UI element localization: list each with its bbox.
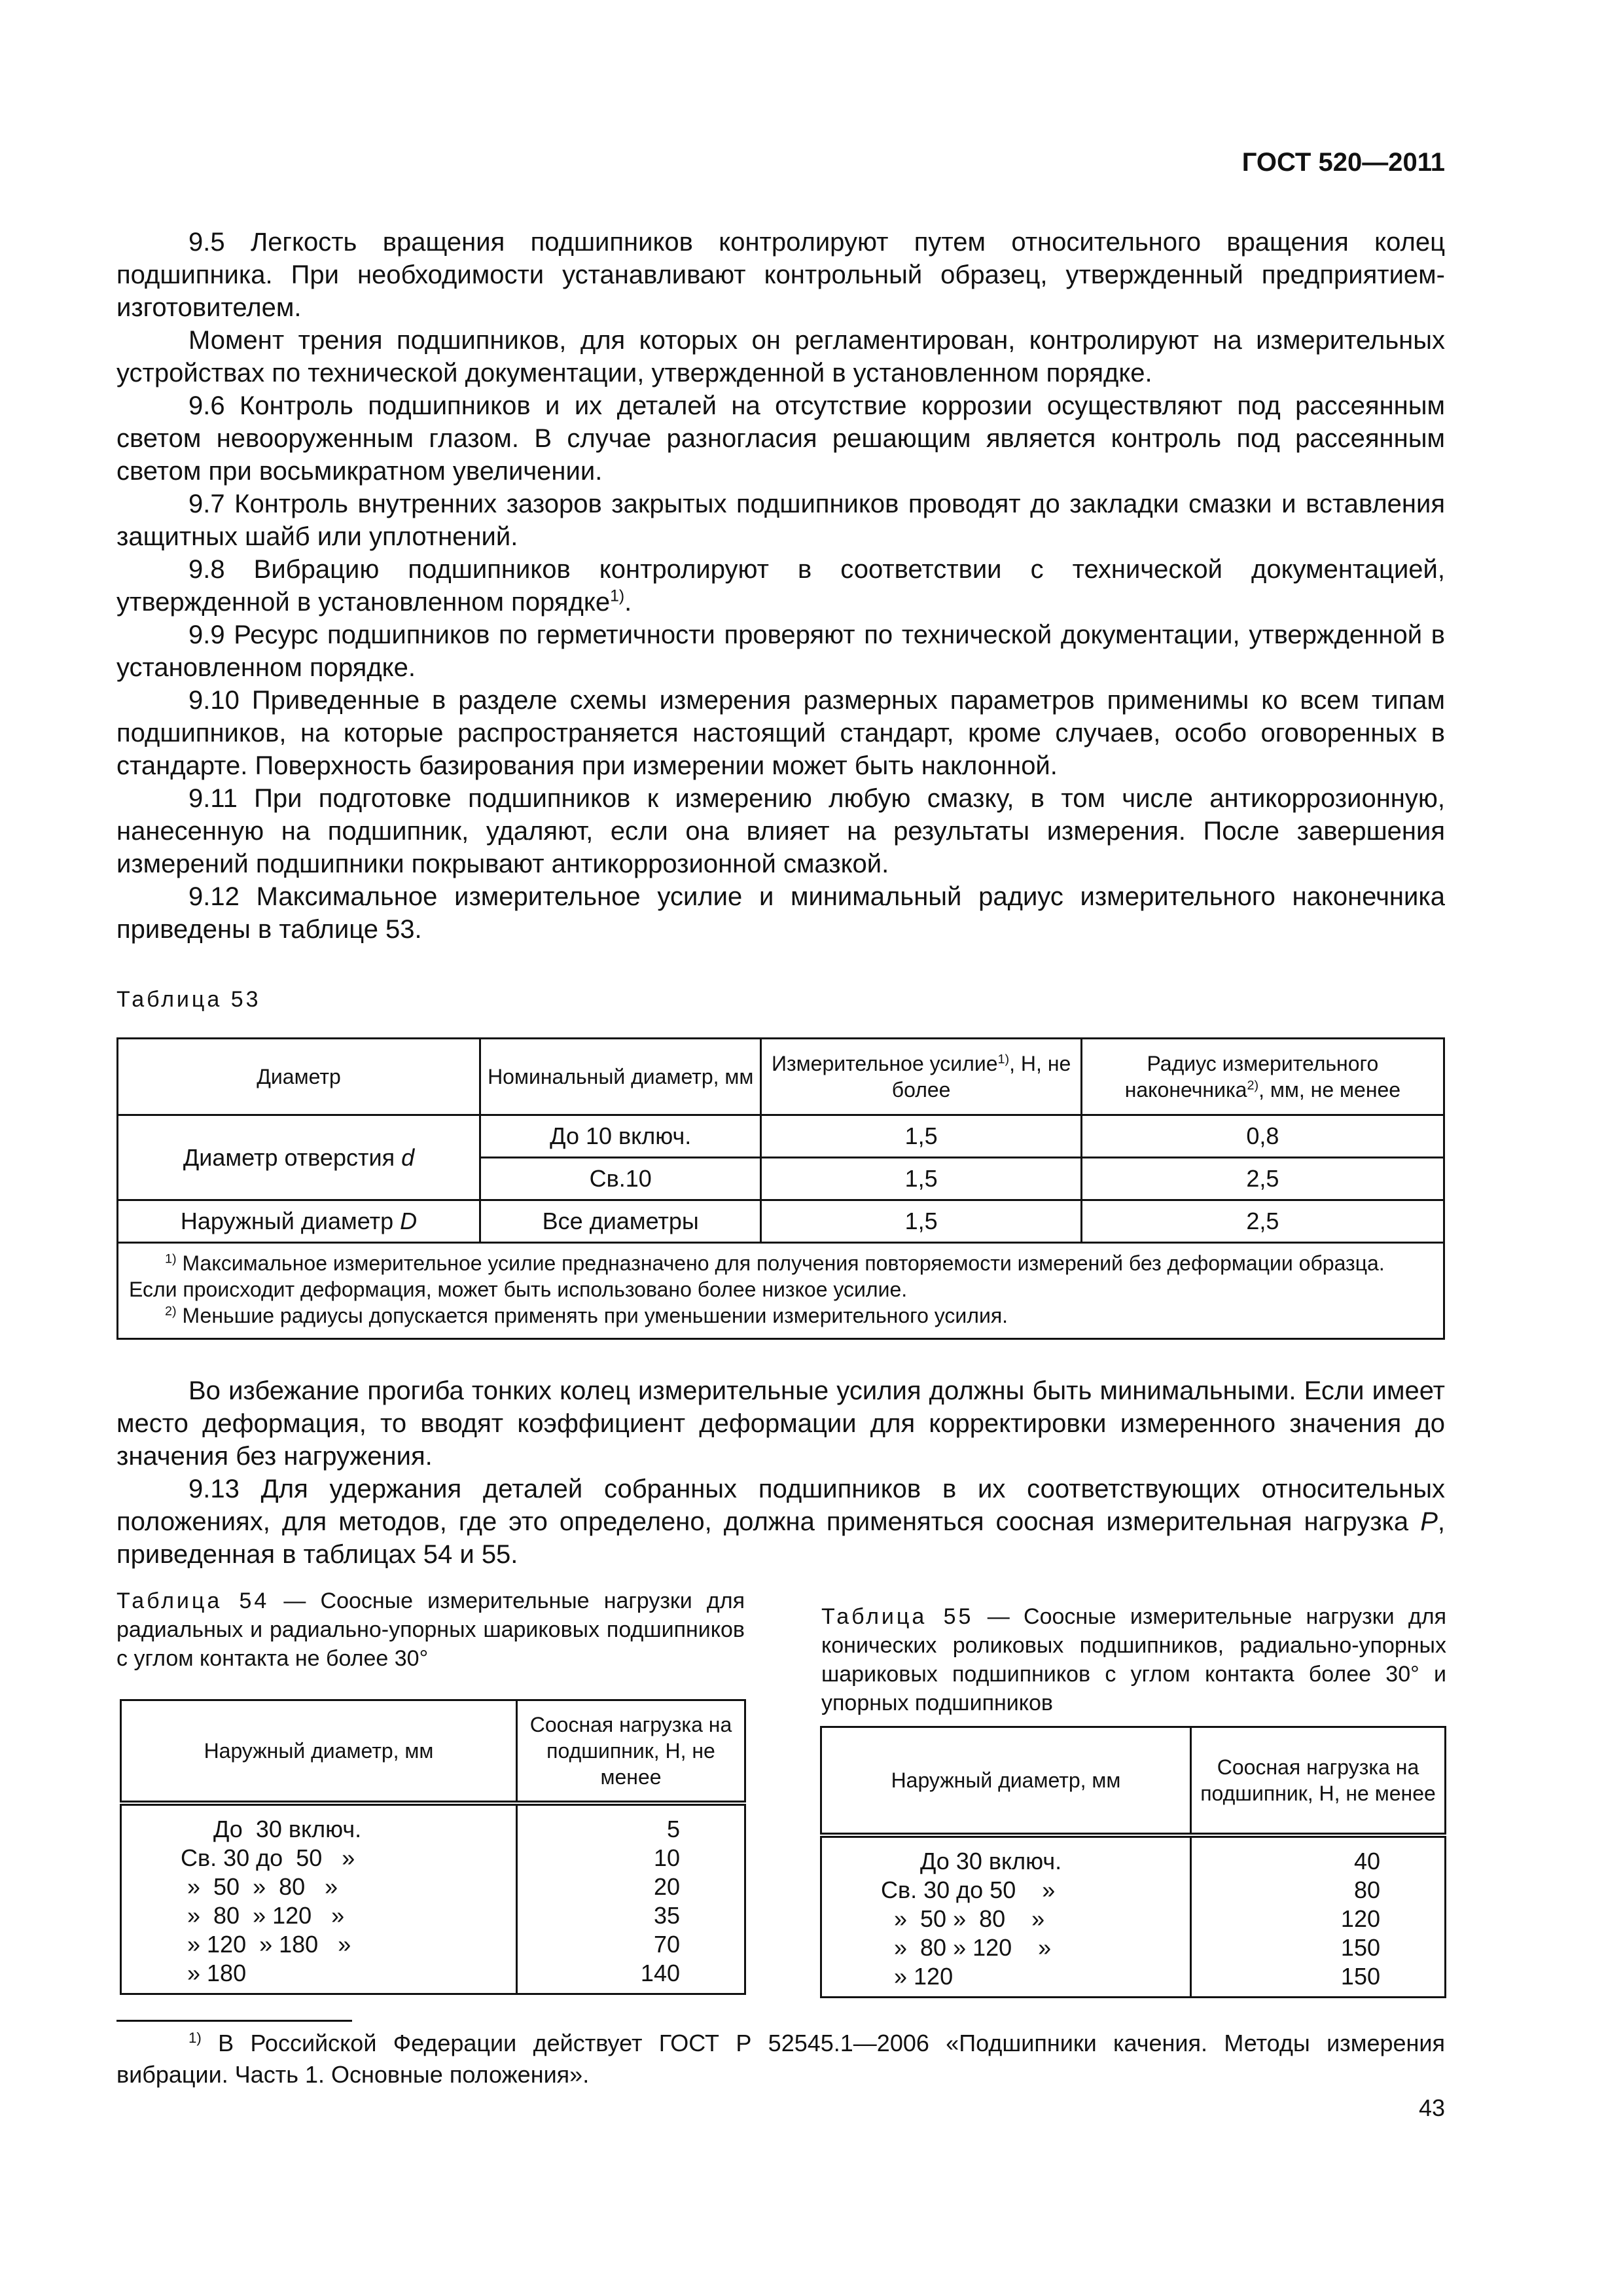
list-item: 150 [1340, 1934, 1380, 1961]
caption-text: — Соосные измерительные нагрузки для радиальных и радиально-упорных шариковых подшипников с углом контакта не более 30° [116, 1588, 745, 1671]
paragraph-9-10: 9.10 Приведенные в разделе схемы измерения размерных параметров применимы ко всем типам подшипников, на которые распространяется настоящий стандарт, кроме случаев, особо оговоренных в стандарте. Поверхность базирования при измерении может быть наклонной. [116, 686, 1445, 780]
table-note-2 [129, 1302, 1433, 1329]
footnote-text: В Российской Федерации действует ГОСТ Р 52545.1—2006 «Подшипники качения. Методы измерения вибрации. Часть 1. Основные положения». [116, 2030, 1445, 2088]
load-symbol: Р [1420, 1507, 1438, 1536]
note-text: Меньшие радиусы допускается применять при уменьшении измерительного усилия. [176, 1304, 1008, 1327]
diameter-column [121, 1803, 517, 1994]
nominal-cell: Св.10 [480, 1158, 761, 1200]
header-outer-diameter: Наружный диаметр, мм [121, 1700, 517, 1804]
caption-label: Таблица 55 [821, 1604, 974, 1629]
table-header-row [121, 1700, 745, 1804]
header-force [761, 1039, 1081, 1115]
radius-cell: 2,5 [1081, 1200, 1444, 1243]
header-radius [1081, 1039, 1444, 1115]
footnote-ref: 2) [1247, 1078, 1259, 1093]
footnote-ref: 1) [997, 1052, 1010, 1067]
paragraph-9-9: 9.9 Ресурс подшипников по герметичности проверяют по технической документации, утвержденной в установленном порядке. [116, 620, 1445, 682]
paragraph-9-11: 9.11 При подготовке подшипников к измерению любую смазку, в том числе антикоррозионную, нанесенную на подшипник, удаляют, если она влияет на результаты измерения. После завершения измерений подшипники покрывают антикоррозионной смазкой. [116, 784, 1445, 878]
force-cell: 1,5 [761, 1200, 1081, 1243]
list-item: » 80 » 120 » [181, 1902, 345, 1929]
list-item: » 120 » 180 » [181, 1931, 351, 1958]
header-force-tail: , Н, не более [891, 1052, 1071, 1102]
paragraph-9-6: 9.6 Контроль подшипников и их деталей на отсутствие коррозии осуществляют под рассеянным светом невооруженным глазом. В случае разногласия решающим является контроль под рассеянным светом при восьмикратном увеличении. [116, 391, 1445, 486]
page-footnote [116, 2028, 1445, 2090]
list-item: 70 [653, 1931, 680, 1958]
outer-label: Наружный диаметр [180, 1208, 401, 1234]
table-53 [116, 1037, 1445, 1340]
header-diameter: Диаметр [118, 1039, 480, 1115]
list-item: » 80 » 120 » [881, 1934, 1052, 1961]
footnote-divider [116, 2020, 352, 2022]
table-55 [820, 1726, 1446, 1998]
paragraph-9-13 [116, 1473, 1445, 1571]
list-item: Св. 30 до 50 » [181, 1844, 355, 1871]
paragraph-9-13-tail: , приведенная в таблицах 54 и 55. [116, 1507, 1445, 1569]
outer-diameter-cell [118, 1200, 480, 1243]
outer-symbol: D [400, 1208, 418, 1234]
diameter-list [822, 1847, 1190, 1991]
header-nominal: Номинальный диаметр, мм [480, 1039, 761, 1115]
paragraph-torque: Момент трения подшипников, для которых он регламентирован, контролируют на измерительных устройствах по технической документации, утвержденной в установленном порядке. [116, 326, 1445, 387]
table-note-1 [129, 1250, 1433, 1302]
table-54 [120, 1699, 746, 1995]
paragraph-deformation: Во избежание прогиба тонких колец измерительные усилия должны быть минимальными. Если имеет место деформация, то вводят коэффициент деформации для корректировки измеренного значения до значения без нагружения. [116, 1376, 1445, 1471]
list-item: Св. 30 до 50 » [881, 1876, 1056, 1903]
table-header-row [118, 1039, 1444, 1115]
footnote-ref: 1) [610, 587, 625, 605]
header-radius-text: Радиус измерительного наконечника [1124, 1052, 1379, 1102]
table-notes-row [118, 1243, 1444, 1339]
diameter-column [821, 1835, 1191, 1998]
paragraph-9-13-text: 9.13 Для удержания деталей собранных подшипников в их соответствующих относительных положениях, для методов, где это определено, должна применяться соосная измерительная нагрузка [116, 1475, 1445, 1536]
page-number: 43 [1418, 2094, 1445, 2121]
note-mark: 2) [165, 1304, 177, 1319]
diameter-list [122, 1815, 516, 1988]
bore-symbol: d [401, 1143, 415, 1171]
table-55-caption [821, 1602, 1446, 1717]
note-mark: 1) [165, 1251, 177, 1266]
table-row [118, 1115, 1444, 1158]
table-body-row [821, 1835, 1446, 1998]
force-cell: 1,5 [761, 1115, 1081, 1158]
list-item: 40 [1353, 1848, 1380, 1874]
load-list [518, 1815, 744, 1988]
list-item: » 120 [881, 1963, 954, 1990]
nominal-cell: Все диаметры [480, 1200, 761, 1243]
bore-label: Диаметр отверстия [183, 1143, 402, 1171]
radius-cell: 0,8 [1081, 1115, 1444, 1158]
list-item: 80 [1353, 1876, 1380, 1903]
load-column [517, 1803, 745, 1994]
main-text-continued [116, 1374, 1445, 1571]
load-column [1191, 1835, 1446, 1998]
paragraph-9-8: 9.8 Вибрацию подшипников контролируют в соответствии с технической документацией, утвержденной в установленном порядке$^{1)}$. [116, 555, 1445, 617]
main-text [116, 226, 1445, 946]
list-item: До 30 включ. [181, 1816, 362, 1842]
force-cell: 1,5 [761, 1158, 1081, 1200]
footnote-mark: 1) [188, 2030, 202, 2046]
load-list [1192, 1847, 1444, 1991]
list-item: 140 [640, 1960, 680, 1986]
table-row [118, 1200, 1444, 1243]
bore-diameter-cell [118, 1115, 480, 1200]
list-item: 5 [666, 1816, 680, 1842]
radius-cell: 2,5 [1081, 1158, 1444, 1200]
table-53-caption: Таблица 53 [116, 987, 261, 1012]
header-force-text: Измерительное усилие [771, 1052, 998, 1075]
nominal-cell: До 10 включ. [480, 1115, 761, 1158]
list-item: До 30 включ. [881, 1848, 1062, 1874]
paragraph-9-7: 9.7 Контроль внутренних зазоров закрытых подшипников проводят до закладки смазки и вставления защитных шайб или уплотнений. [116, 490, 1445, 551]
list-item: 35 [653, 1902, 680, 1929]
list-item: 20 [653, 1873, 680, 1900]
list-item: » 50 » 80 » [181, 1873, 338, 1900]
table-header-row [821, 1727, 1446, 1836]
caption-label: Таблица 54 [116, 1588, 270, 1613]
paragraph-9-12: 9.12 Максимальное измерительное усилие и минимальный радиус измерительного наконечника приведены в таблице 53. [116, 882, 1445, 944]
list-item: 150 [1340, 1963, 1380, 1990]
list-item: 10 [653, 1844, 680, 1871]
list-item: » 180 [181, 1960, 247, 1986]
caption-text: — Соосные измерительные нагрузки для конических роликовых подшипников, радиально-упорных шариковых подшипников с углом контакта более 30° и упорных подшипников [821, 1604, 1446, 1715]
table-body-row [121, 1803, 745, 1994]
table-notes [118, 1243, 1444, 1339]
list-item: 120 [1340, 1905, 1380, 1932]
list-item: » 50 » 80 » [881, 1905, 1045, 1932]
note-text: Максимальное измерительное усилие предназначено для получения повторяемости измерений без деформации образца. Если происходит деформация, может быть использовано более низкое усилие. [129, 1251, 1385, 1301]
footnote-paragraph [116, 2028, 1445, 2090]
header-radius-tail: , мм, не менее [1258, 1078, 1401, 1102]
table-54-caption [116, 1587, 745, 1673]
header-outer-diameter: Наружный диаметр, мм [821, 1727, 1191, 1836]
paragraph-9-8-text: 9.8 Вибрацию подшипников контролируют в соответствии с технической документацией, утвержденной в установленном порядке [116, 555, 1445, 617]
header-axial-load: Соосная нагрузка на подшипник, Н, не менее [517, 1700, 745, 1804]
document-header: ГОСТ 520—2011 [1241, 148, 1445, 177]
paragraph-9-5: 9.5 Легкость вращения подшипников контролируют путем относительного вращения колец подшипника. При необходимости устанавливают контрольный образец, утвержденный предприятием-изготовителем. [116, 228, 1445, 322]
header-axial-load: Соосная нагрузка на подшипник, Н, не менее [1191, 1727, 1446, 1836]
